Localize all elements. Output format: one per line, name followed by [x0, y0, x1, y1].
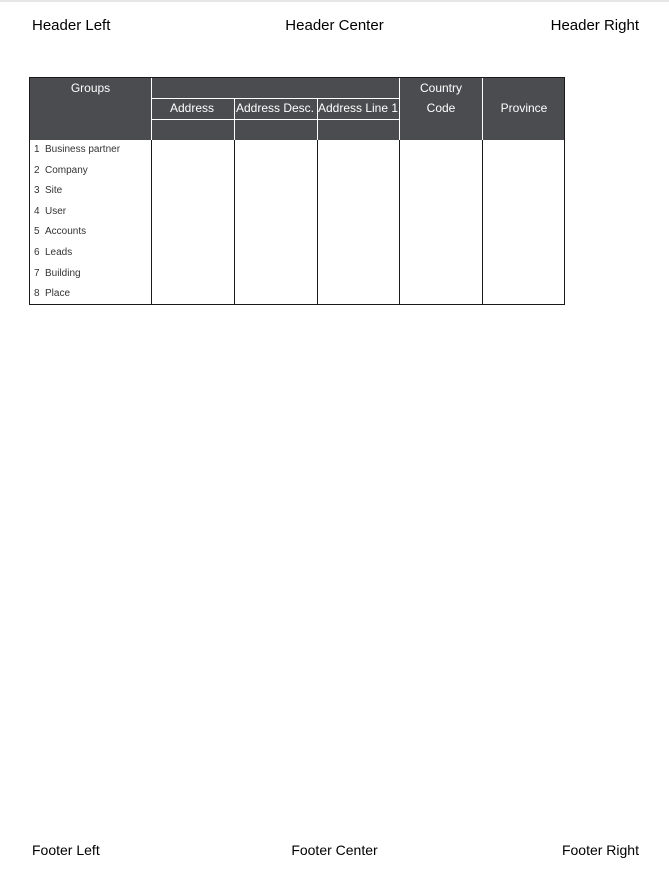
column-divider: [234, 140, 235, 304]
header-divider: [399, 78, 400, 140]
row-number: 7: [34, 267, 40, 279]
list-item: [30, 284, 150, 305]
top-border-line: [0, 0, 669, 2]
column-divider: [399, 140, 400, 304]
list-item: [30, 161, 150, 182]
row-number: 2: [34, 164, 40, 176]
group-list: [30, 140, 150, 305]
header-right: Header Right: [550, 17, 639, 34]
row-number: 3: [34, 185, 40, 197]
header-center: Header Center: [285, 17, 384, 34]
header-left: Header Left: [32, 17, 111, 34]
list-item: [30, 140, 150, 161]
row-number: 5: [34, 226, 40, 238]
header-divider: [482, 78, 483, 140]
column-divider: [317, 140, 318, 304]
column-header-country: Country: [419, 81, 463, 95]
list-item: [30, 264, 150, 285]
row-label: Accounts: [45, 226, 87, 238]
row-label: Building: [45, 267, 81, 279]
row-label: Site: [45, 185, 63, 197]
row-label: Business partner: [45, 144, 121, 155]
row-number: 8: [34, 288, 40, 300]
footer-right: Footer Right: [561, 842, 639, 858]
header-divider: [151, 119, 399, 120]
column-header-address-line-1: Address Line 1: [317, 101, 399, 115]
row-label: Place: [45, 288, 71, 300]
list-item: [30, 181, 150, 202]
row-number: 6: [34, 246, 40, 258]
list-item: [30, 243, 150, 264]
column-header-address: Address: [169, 101, 215, 115]
groups-header: Groups: [70, 81, 111, 95]
row-number: 1: [34, 144, 40, 155]
column-header-province: Province: [500, 101, 548, 115]
list-item: [30, 222, 150, 243]
list-item: [30, 202, 150, 223]
row-label: Company: [45, 164, 88, 176]
header-divider: [151, 98, 399, 99]
groups-table: [29, 77, 565, 305]
footer-center: Footer Center: [291, 842, 378, 858]
row-label: User: [45, 205, 67, 217]
footer-left: Footer Left: [32, 842, 100, 858]
column-divider: [482, 140, 483, 304]
header-divider: [151, 78, 152, 140]
column-header-code: Code: [426, 101, 456, 115]
row-label: Leads: [45, 246, 73, 258]
row-number: 4: [34, 205, 40, 217]
column-divider: [151, 140, 152, 304]
column-header-address-desc: Address Desc.: [235, 101, 315, 115]
